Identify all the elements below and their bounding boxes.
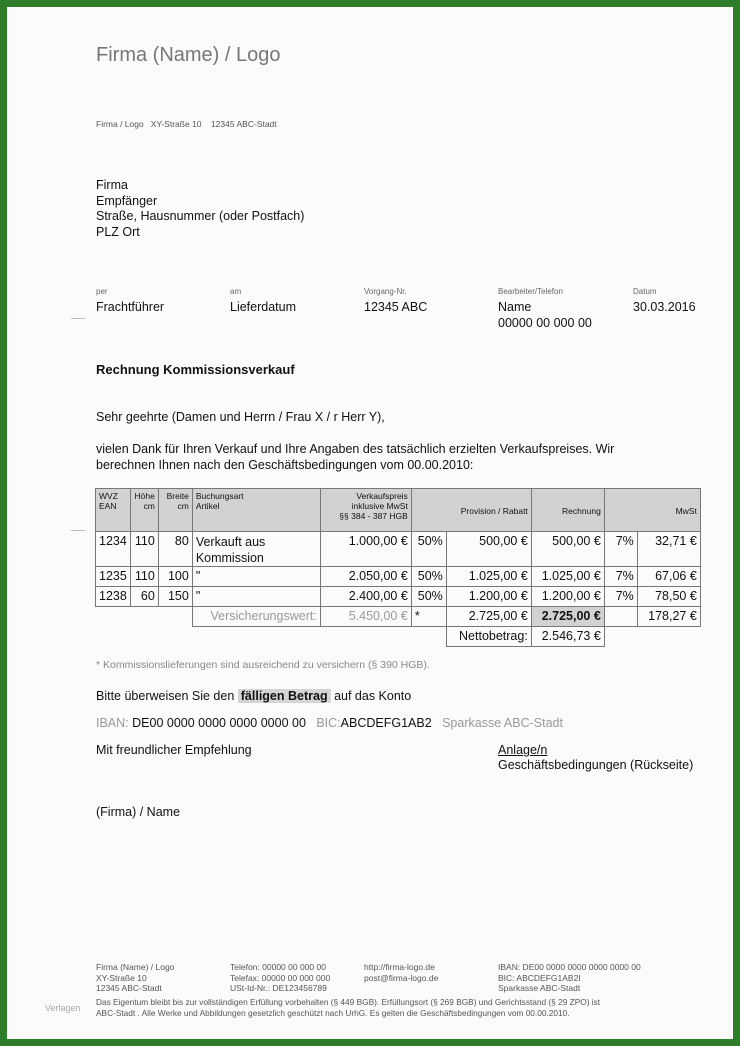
side-label: Verlagen bbox=[45, 1003, 81, 1013]
cell-breite: 100 bbox=[158, 567, 192, 587]
fold-mark bbox=[71, 530, 85, 531]
col-header-wvz: WVZ EAN bbox=[96, 489, 131, 532]
due-amount-highlight: fälligen Betrag bbox=[238, 689, 331, 703]
company-logo-text: Firma (Name) / Logo bbox=[96, 44, 281, 66]
bic-value: ABCDEFG1AB2 bbox=[340, 716, 432, 730]
cell-mwst-pct: 7% bbox=[604, 567, 637, 587]
datum-value: 30.03.2016 bbox=[633, 300, 696, 314]
anlage-value: Geschäftsbedingungen (Rückseite) bbox=[498, 758, 694, 772]
versicherungswert-label: Versicherungswert: bbox=[192, 607, 320, 627]
per-value: Frachtführer bbox=[96, 300, 165, 314]
table-row bbox=[96, 567, 701, 587]
col-header-mwst: MwSt bbox=[604, 489, 700, 532]
cell-artikel: " bbox=[192, 567, 320, 587]
total-mwst: 178,27 € bbox=[637, 607, 700, 627]
table-row bbox=[96, 587, 701, 607]
col-header-artikel: Buchungsart Artikel bbox=[192, 489, 320, 532]
cell-mwst-pct: 7% bbox=[604, 532, 637, 567]
intro-line: berechnen Ihnen nach den Geschäftsbedingungen vom 00.00.2010: bbox=[96, 458, 474, 472]
cell-breite: 80 bbox=[158, 532, 192, 567]
cell-provision: 1.200,00 € bbox=[446, 587, 531, 607]
anlage-label: Anlage/n bbox=[498, 743, 548, 757]
cell-hoehe: 110 bbox=[130, 532, 158, 567]
col-header-hoehe: Höhe cm bbox=[130, 489, 158, 532]
col-header-provision: Provision / Rabatt bbox=[411, 489, 531, 532]
vorgang-value: 12345 ABC bbox=[364, 300, 428, 314]
recipient-line: Firma bbox=[96, 178, 128, 192]
cell-mwst: 32,71 € bbox=[637, 532, 700, 567]
insurance-note: * Kommissionslieferungen sind ausreichend zu versichern (§ 390 HGB). bbox=[96, 659, 430, 671]
invoice-subject: Rechnung Kommissionsverkauf bbox=[96, 362, 295, 377]
cell-wvz: 1238 bbox=[96, 587, 131, 607]
salutation: Sehr geehrte (Damen und Herrn / Frau X / r Herr Y), bbox=[96, 410, 385, 424]
footer-bank: IBAN: DE00 0000 0000 0000 0000 00 BIC: ABCDEFG1AB2I Sparkasse ABC-Stadt bbox=[498, 962, 641, 993]
cell-mwst: 67,06 € bbox=[637, 567, 700, 587]
cell-artikel: Verkauft aus Kommission bbox=[192, 532, 320, 567]
vorgang-label: Vorgang-Nr. bbox=[364, 287, 407, 296]
recipient-line: PLZ Ort bbox=[96, 224, 140, 239]
cell-breite: 150 bbox=[158, 587, 192, 607]
datum-label: Datum bbox=[633, 287, 657, 296]
table-total-row bbox=[96, 607, 701, 627]
cell-hoehe: 110 bbox=[130, 567, 158, 587]
cell-verkaufspreis: 2.050,00 € bbox=[320, 567, 411, 587]
fold-mark bbox=[71, 318, 85, 319]
col-header-rechnung: Rechnung bbox=[531, 489, 604, 532]
cell-mwst: 78,50 € bbox=[637, 587, 700, 607]
col-header-verkaufspreis: Verkaufspreis inklusive MwSt §§ 384 - 387 HGB bbox=[320, 489, 411, 532]
cell-provision-pct: 50% bbox=[411, 567, 446, 587]
bearbeiter-phone: 00000 00 000 00 bbox=[498, 316, 592, 330]
cell-provision-pct: 50% bbox=[411, 532, 446, 567]
bank-details: IBAN: DE00 0000 0000 0000 0000 00 BIC:ABCDEFG1AB2 Sparkasse ABC-Stadt bbox=[96, 716, 563, 730]
bearbeiter-name: Name bbox=[498, 300, 532, 314]
cell-rechnung: 1.200,00 € bbox=[531, 587, 604, 607]
cell-provision-pct: 50% bbox=[411, 587, 446, 607]
cell-hoehe: 60 bbox=[130, 587, 158, 607]
footer-company: Firma (Name) / Logo XY-Straße 10 12345 ABC-Stadt bbox=[96, 962, 175, 993]
footer-legal: Das Eigentum bleibt bis zur vollständigen Erfüllung vorbehalten (§ 449 BGB). Erfüllungsort (§ 269 BGB) und Gerichtsstand (§ 29 ZPO) ist ABC-Stadt . Alle Werke und Abbildungen gesetzlich geschützt nach UrhG. Es gelten die Geschäftsbedingungen vom 00.00.2010. bbox=[96, 997, 601, 1018]
total-provision: 2.725,00 € bbox=[446, 607, 531, 627]
bearbeiter-value bbox=[498, 299, 592, 331]
intro-text bbox=[96, 441, 614, 473]
closing-text: Mit freundlicher Empfehlung bbox=[96, 743, 252, 757]
netto-row bbox=[96, 627, 701, 647]
cell-rechnung: 1.025,00 € bbox=[531, 567, 604, 587]
cell-mwst-pct: 7% bbox=[604, 587, 637, 607]
versicherungswert-value: 5.450,00 € bbox=[320, 607, 411, 627]
recipient-address bbox=[96, 178, 304, 240]
cell-wvz: 1235 bbox=[96, 567, 131, 587]
netto-label: Nettobetrag: bbox=[446, 627, 531, 647]
bank-name: Sparkasse ABC-Stadt bbox=[442, 716, 563, 730]
table-header-row bbox=[96, 489, 701, 532]
iban-value: DE00 0000 0000 0000 0000 00 bbox=[132, 716, 306, 730]
cell-verkaufspreis: 2.400,00 € bbox=[320, 587, 411, 607]
per-label: per bbox=[96, 287, 108, 296]
am-value: Lieferdatum bbox=[230, 300, 297, 314]
footer-web: http://firma-logo.de post@firma-logo.de bbox=[364, 962, 439, 983]
cell-verkaufspreis: 1.000,00 € bbox=[320, 532, 411, 567]
sender-line: Firma / Logo XY-Straße 10 12345 ABC-Stadt bbox=[96, 119, 277, 129]
cell-provision: 1.025,00 € bbox=[446, 567, 531, 587]
cell-rechnung: 500,00 € bbox=[531, 532, 604, 567]
signature: (Firma) / Name bbox=[96, 805, 181, 819]
col-header-breite: Breite cm bbox=[158, 489, 192, 532]
recipient-line: Empfänger bbox=[96, 193, 158, 208]
cell-wvz: 1234 bbox=[96, 532, 131, 567]
am-label: am bbox=[230, 287, 242, 296]
netto-value: 2.546,73 € bbox=[531, 627, 604, 647]
total-rechnung: 2.725,00 € bbox=[531, 607, 604, 627]
intro-line: vielen Dank für Ihren Verkauf und Ihre Angaben des tatsächlich erzielten Verkaufspreises. Wir bbox=[96, 442, 615, 456]
bearbeiter-label: Bearbeiter/Telefon bbox=[498, 287, 563, 296]
total-star: * bbox=[411, 607, 446, 627]
invoice-table bbox=[95, 488, 701, 647]
payment-request: Bitte überweisen Sie den fälligen Betrag auf das Konto bbox=[96, 689, 412, 703]
table-row bbox=[96, 532, 701, 567]
cell-provision: 500,00 € bbox=[446, 532, 531, 567]
footer-contact: Telefon: 00000 00 000 00 Telefax: 00000 00 000 000 USt-Id-Nr.: DE123456789 bbox=[230, 962, 331, 993]
recipient-line: Straße, Hausnummer (oder Postfach) bbox=[96, 209, 305, 223]
cell-artikel: " bbox=[192, 587, 320, 607]
